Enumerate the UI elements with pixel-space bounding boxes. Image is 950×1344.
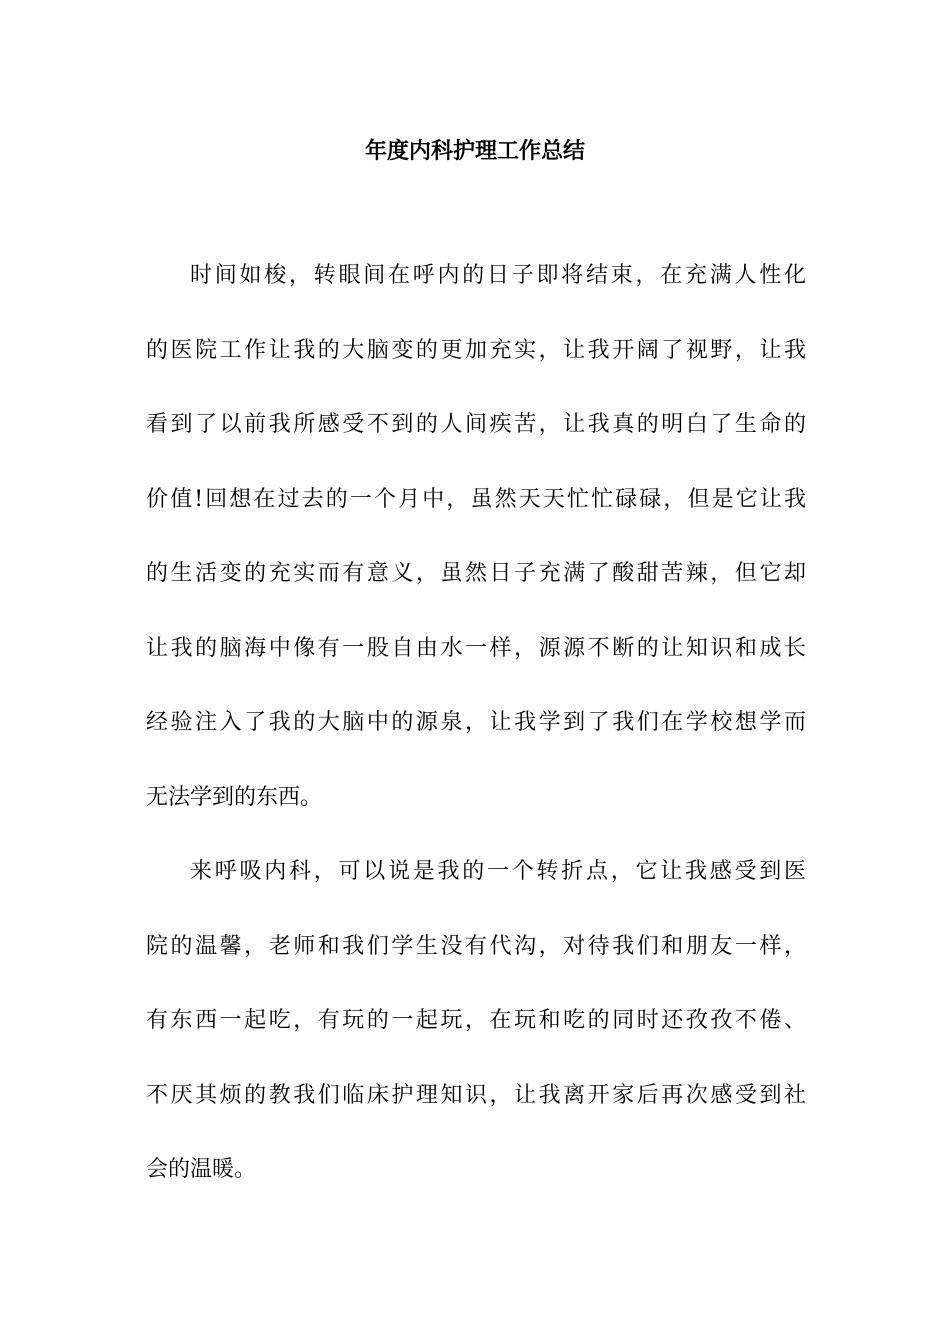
paragraph-line: 有东西一起吃，有玩的一起玩，在玩和吃的同时还孜孜不倦、 — [146, 1008, 806, 1033]
paragraph-line: 来呼吸内科，可以说是我的一个转折点，它让我感受到医 — [190, 859, 806, 884]
paragraph-line: 经验注入了我的大脑中的源泉，让我学到了我们在学校想学而 — [146, 710, 806, 735]
paragraph-line: 的医院工作让我的大脑变的更加充实，让我开阔了视野，让我 — [146, 338, 806, 363]
paragraph-line: 会的温暖。 — [146, 1157, 257, 1182]
paragraph-line: 时间如梭，转眼间在呼内的日子即将结束，在充满人性化 — [190, 263, 806, 288]
paragraph-line: 的生活变的充实而有意义，虽然日子充满了酸甜苦辣，但它却 — [146, 561, 806, 586]
paragraph-line: 价值!回想在过去的一个月中，虽然天天忙忙碌碌，但是它让我 — [146, 487, 806, 512]
paragraph-line: 看到了以前我所感受不到的人间疾苦，让我真的明白了生命的 — [146, 412, 806, 437]
paragraph-line: 院的温馨，老师和我们学生没有代沟，对待我们和朋友一样， — [146, 934, 806, 959]
paragraph-line: 让我的脑海中像有一股自由水一样，源源不断的让知识和成长 — [146, 636, 806, 661]
paragraph-line: 无法学到的东西。 — [146, 785, 323, 810]
paragraph-line: 不厌其烦的教我们临床护理知识，让我离开家后再次感受到社 — [146, 1083, 806, 1108]
document-title: 年度内科护理工作总结 — [364, 139, 585, 164]
